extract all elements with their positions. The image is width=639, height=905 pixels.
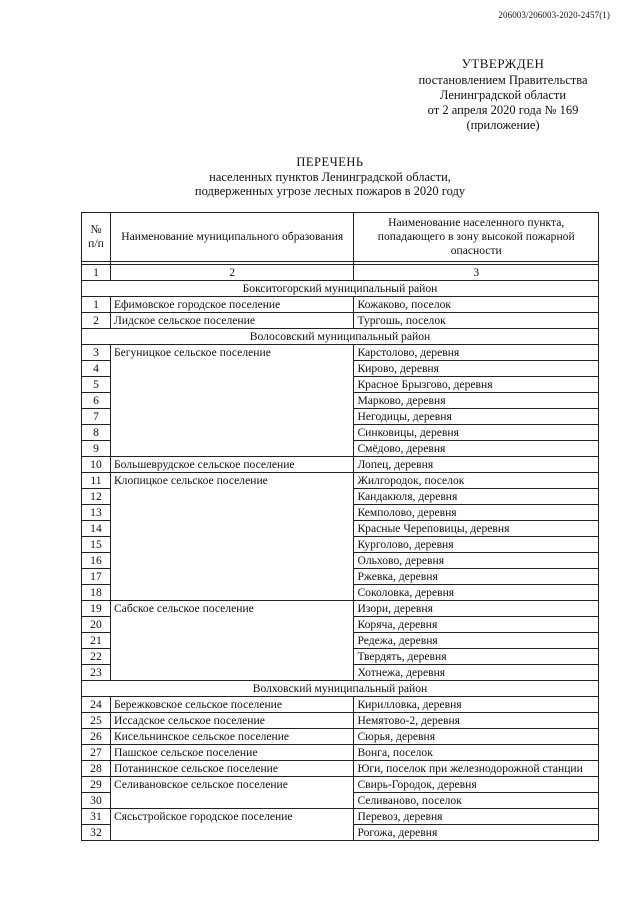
table-header-row bbox=[82, 213, 599, 262]
header-settlement: Наименование населенного пункта, попадающего в зону высокой пожарной опасности bbox=[354, 213, 599, 262]
table-row bbox=[82, 761, 599, 777]
header-number: № п/п bbox=[82, 213, 111, 262]
municipality-name: Потанинское сельское поселение bbox=[110, 761, 354, 777]
row-number: 31 bbox=[82, 809, 111, 825]
municipality-name: Сясьстройское городское поселение bbox=[110, 809, 354, 841]
title-heading: ПЕРЕЧЕНЬ bbox=[296, 155, 364, 169]
row-number: 2 bbox=[82, 313, 111, 329]
row-number: 4 bbox=[82, 361, 111, 377]
municipality-name: Клопицкое сельское поселение bbox=[110, 473, 354, 601]
municipality-name: Ефимовское городское поселение bbox=[110, 297, 354, 313]
row-number: 3 bbox=[82, 345, 111, 361]
municipality-name: Пашское сельское поселение bbox=[110, 745, 354, 761]
row-number: 28 bbox=[82, 761, 111, 777]
table-row bbox=[82, 777, 599, 793]
row-number: 1 bbox=[82, 297, 111, 313]
settlement-name: Курголово, деревня bbox=[354, 537, 599, 553]
municipality-name: Бережковское сельское поселение bbox=[110, 697, 354, 713]
row-number: 9 bbox=[82, 441, 111, 457]
settlement-name: Смёдово, деревня bbox=[354, 441, 599, 457]
column-index: 1 bbox=[82, 265, 111, 281]
table-row bbox=[82, 457, 599, 473]
row-number: 14 bbox=[82, 521, 111, 537]
row-number: 24 bbox=[82, 697, 111, 713]
table-row bbox=[82, 601, 599, 617]
settlement-name: Тургошь, поселок bbox=[354, 313, 599, 329]
district-name: Волховский муниципальный район bbox=[82, 681, 599, 697]
settlement-name: Негодицы, деревня bbox=[354, 409, 599, 425]
table-row bbox=[82, 809, 599, 825]
municipality-name: Бегуницкое сельское поселение bbox=[110, 345, 354, 457]
settlement-name: Изори, деревня bbox=[354, 601, 599, 617]
settlement-name: Вонга, поселок bbox=[354, 745, 599, 761]
row-number: 6 bbox=[82, 393, 111, 409]
table-row bbox=[82, 473, 599, 489]
row-number: 10 bbox=[82, 457, 111, 473]
table-row bbox=[82, 297, 599, 313]
row-number: 22 bbox=[82, 649, 111, 665]
row-number: 12 bbox=[82, 489, 111, 505]
row-number: 18 bbox=[82, 585, 111, 601]
table-row bbox=[82, 745, 599, 761]
municipality-name: Иссадское сельское поселение bbox=[110, 713, 354, 729]
approval-line-2: Ленинградской области bbox=[439, 88, 567, 102]
settlement-name: Перевоз, деревня bbox=[354, 809, 599, 825]
settlement-name: Твердять, деревня bbox=[354, 649, 599, 665]
settlement-name: Кемполово, деревня bbox=[354, 505, 599, 521]
municipality-name: Селивановское сельское поселение bbox=[110, 777, 354, 809]
title-line-2: подверженных угрозе лесных пожаров в 2020 году bbox=[194, 184, 466, 198]
settlement-name: Синковицы, деревня bbox=[354, 425, 599, 441]
settlement-name: Красные Череповицы, деревня bbox=[354, 521, 599, 537]
settlement-name: Селиваново, поселок bbox=[354, 793, 599, 809]
row-number: 5 bbox=[82, 377, 111, 393]
row-number: 20 bbox=[82, 617, 111, 633]
settlement-name: Лопец, деревня bbox=[354, 457, 599, 473]
settlement-name: Хотнежа, деревня bbox=[354, 665, 599, 681]
table-row bbox=[82, 697, 599, 713]
approval-line-1: постановлением Правительства bbox=[418, 73, 588, 87]
approved-heading: УТВЕРЖДЕН bbox=[461, 56, 545, 71]
settlement-name: Юги, поселок при железнодорожной станции bbox=[354, 761, 599, 777]
district-row bbox=[82, 329, 599, 345]
settlement-name: Кирово, деревня bbox=[354, 361, 599, 377]
row-number: 32 bbox=[82, 825, 111, 841]
table-row bbox=[82, 713, 599, 729]
district-name: Волосовский муниципальный район bbox=[82, 329, 599, 345]
table-row bbox=[82, 313, 599, 329]
title-line-1: населенных пунктов Ленинградской области, bbox=[209, 169, 451, 184]
row-number: 19 bbox=[82, 601, 111, 617]
settlement-name: Соколовка, деревня bbox=[354, 585, 599, 601]
settlement-name: Карстолово, деревня bbox=[354, 345, 599, 361]
column-index: 2 bbox=[110, 265, 354, 281]
row-number: 25 bbox=[82, 713, 111, 729]
row-number: 23 bbox=[82, 665, 111, 681]
settlement-name: Кожаково, поселок bbox=[354, 297, 599, 313]
column-index: 3 bbox=[354, 265, 599, 281]
settlement-name: Ольхово, деревня bbox=[354, 553, 599, 569]
district-name: Бокситогорский муниципальный район bbox=[82, 281, 599, 297]
settlements-table bbox=[81, 212, 599, 841]
column-index-row bbox=[82, 265, 599, 281]
municipality-name: Кисельнинское сельское поселение bbox=[110, 729, 354, 745]
settlement-name: Сюрья, деревня bbox=[354, 729, 599, 745]
approval-stamp bbox=[388, 56, 618, 133]
settlement-name: Кандакюля, деревня bbox=[354, 489, 599, 505]
row-number: 16 bbox=[82, 553, 111, 569]
document-id: 206003/206003-2020-2457(1) bbox=[498, 10, 610, 20]
header-municipality: Наименование муниципального образования bbox=[110, 213, 354, 262]
row-number: 11 bbox=[82, 473, 111, 489]
settlement-name: Кирилловка, деревня bbox=[354, 697, 599, 713]
row-number: 30 bbox=[82, 793, 111, 809]
row-number: 7 bbox=[82, 409, 111, 425]
row-number: 17 bbox=[82, 569, 111, 585]
settlement-name: Марково, деревня bbox=[354, 393, 599, 409]
row-number: 13 bbox=[82, 505, 111, 521]
district-row bbox=[82, 281, 599, 297]
row-number: 29 bbox=[82, 777, 111, 793]
row-number: 21 bbox=[82, 633, 111, 649]
settlement-name: Коряча, деревня bbox=[354, 617, 599, 633]
document-title bbox=[120, 155, 540, 199]
row-number: 27 bbox=[82, 745, 111, 761]
row-number: 26 bbox=[82, 729, 111, 745]
municipality-name: Сабское сельское поселение bbox=[110, 601, 354, 681]
row-number: 8 bbox=[82, 425, 111, 441]
table-row bbox=[82, 345, 599, 361]
municipality-name: Большеврудское сельское поселение bbox=[110, 457, 354, 473]
municipality-name: Лидское сельское поселение bbox=[110, 313, 354, 329]
settlement-name: Ржевка, деревня bbox=[354, 569, 599, 585]
district-row bbox=[82, 681, 599, 697]
settlement-name: Красное Брызгово, деревня bbox=[354, 377, 599, 393]
settlement-name: Жилгородок, поселок bbox=[354, 473, 599, 489]
table-row bbox=[82, 729, 599, 745]
settlement-name: Рогожа, деревня bbox=[354, 825, 599, 841]
row-number: 15 bbox=[82, 537, 111, 553]
settlement-name: Редежа, деревня bbox=[354, 633, 599, 649]
approval-line-3: от 2 апреля 2020 года № 169 bbox=[427, 103, 579, 117]
settlement-name: Свирь-Городок, деревня bbox=[354, 777, 599, 793]
approval-line-4: (приложение) bbox=[466, 118, 540, 132]
settlement-name: Немятово-2, деревня bbox=[354, 713, 599, 729]
